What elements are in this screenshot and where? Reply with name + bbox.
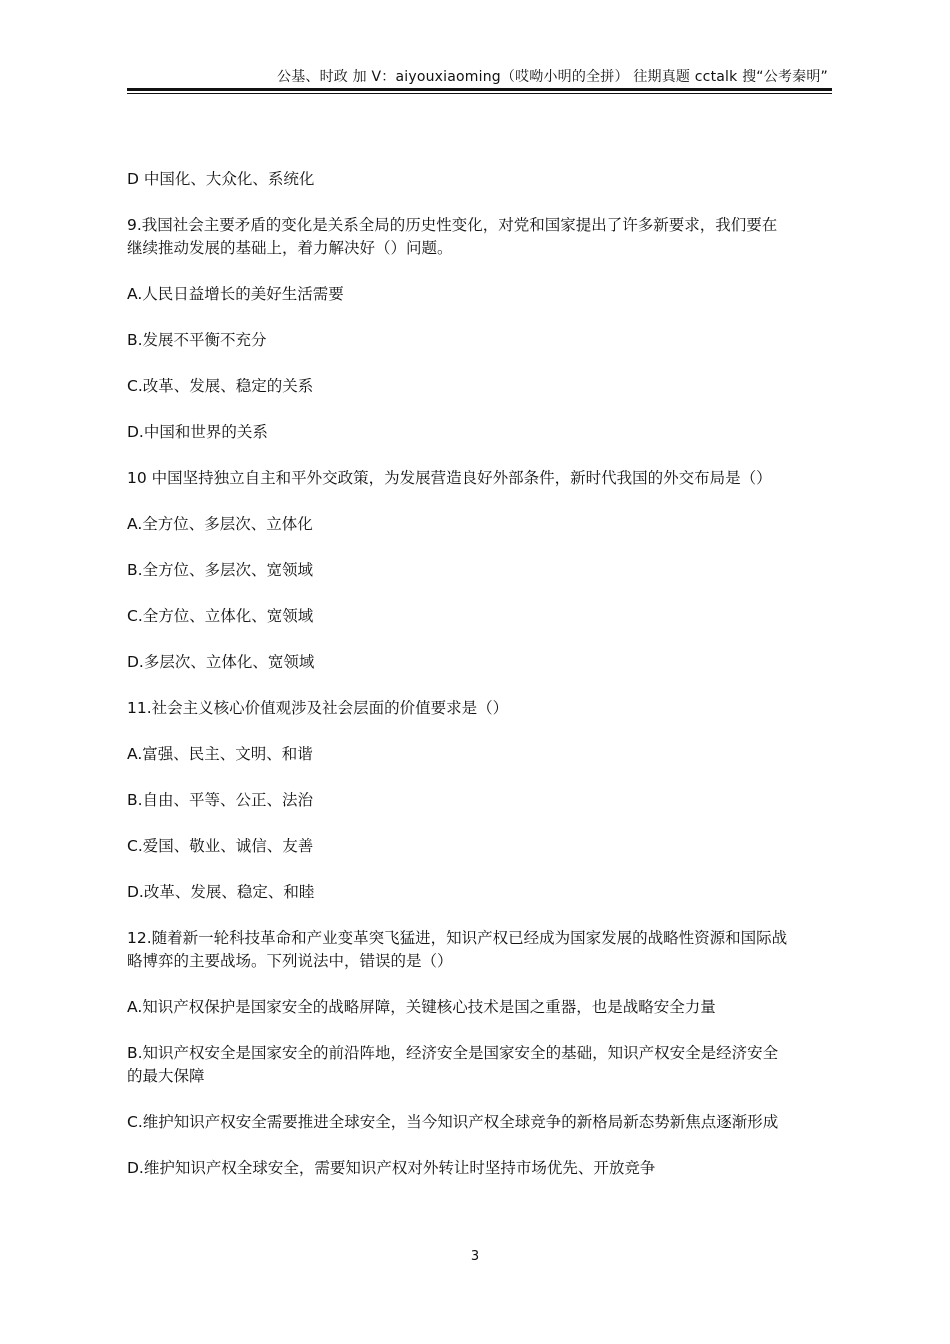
text-line: 11.社会主义核心价值观涉及社会层面的价值要求是（） — [127, 699, 509, 717]
header-rule-thin — [127, 93, 832, 94]
paragraph — [127, 743, 837, 766]
text-line: B.全方位、多层次、宽领域 — [127, 561, 314, 579]
paragraph — [127, 214, 837, 260]
paragraph — [127, 168, 837, 191]
text-line: A.人民日益增长的美好生活需要 — [127, 285, 344, 303]
paragraph — [127, 283, 837, 306]
paragraph — [127, 835, 837, 858]
paragraph — [127, 375, 837, 398]
paragraph — [127, 651, 837, 674]
paragraph — [127, 421, 837, 444]
text-line: C.改革、发展、稳定的关系 — [127, 377, 314, 395]
paragraph — [127, 927, 837, 973]
text-line: 12.随着新一轮科技革命和产业变革突飞猛进，知识产权已经成为国家发展的战略性资源和国际战 — [127, 929, 788, 947]
paragraph — [127, 1042, 837, 1088]
text-line: D.维护知识产权全球安全，需要知识产权对外转让时坚持市场优先、开放竞争 — [127, 1159, 656, 1177]
text-line: B.发展不平衡不充分 — [127, 331, 267, 349]
text-line: A.全方位、多层次、立体化 — [127, 515, 313, 533]
text-line: 继续推动发展的基础上，着力解决好（）问题。 — [127, 239, 453, 257]
paragraph — [127, 996, 837, 1019]
paragraph — [127, 1111, 837, 1134]
paragraph — [127, 329, 837, 352]
paragraph — [127, 789, 837, 812]
paragraph — [127, 1157, 837, 1180]
paragraph — [127, 697, 837, 720]
paragraph — [127, 559, 837, 582]
text-line: A.知识产权保护是国家安全的战略屏障，关键核心技术是国之重器，也是战略安全力量 — [127, 998, 716, 1016]
paragraph — [127, 513, 837, 536]
paragraph — [127, 881, 837, 904]
paragraph — [127, 605, 837, 628]
text-line: 10 中国坚持独立自主和平外交政策，为发展营造良好外部条件，新时代我国的外交布局是（） — [127, 469, 772, 487]
document-body — [127, 168, 837, 1203]
text-line: 9.我国社会主要矛盾的变化是关系全局的历史性变化，对党和国家提出了许多新要求，我们要在 — [127, 216, 778, 234]
text-line: D.多层次、立体化、宽领域 — [127, 653, 315, 671]
header-rule-thick — [127, 88, 832, 91]
header-text: 公基、时政 加 V：aiyouxiaoming（哎呦小明的全拼） 往期真题 cctalk 搜“公考秦明” — [277, 69, 828, 85]
text-line: B.自由、平等、公正、法治 — [127, 791, 314, 809]
text-line: D.中国和世界的关系 — [127, 423, 268, 441]
page-number: 3 — [470, 1249, 480, 1264]
text-line: A.富强、民主、文明、和谐 — [127, 745, 313, 763]
text-line: D 中国化、大众化、系统化 — [127, 170, 315, 188]
text-line: C.维护知识产权安全需要推进全球安全，当今知识产权全球竞争的新格局新态势新焦点逐渐形成 — [127, 1113, 779, 1131]
paragraph — [127, 467, 837, 490]
page-header — [127, 66, 832, 96]
text-line: 的最大保障 — [127, 1067, 205, 1085]
text-line: B.知识产权安全是国家安全的前沿阵地，经济安全是国家安全的基础，知识产权安全是经济安全 — [127, 1044, 779, 1062]
text-line: D.改革、发展、稳定、和睦 — [127, 883, 315, 901]
text-line: 略博弈的主要战场。下列说法中，错误的是（） — [127, 952, 453, 970]
text-line: C.全方位、立体化、宽领域 — [127, 607, 314, 625]
text-line: C.爱国、敬业、诚信、友善 — [127, 837, 314, 855]
